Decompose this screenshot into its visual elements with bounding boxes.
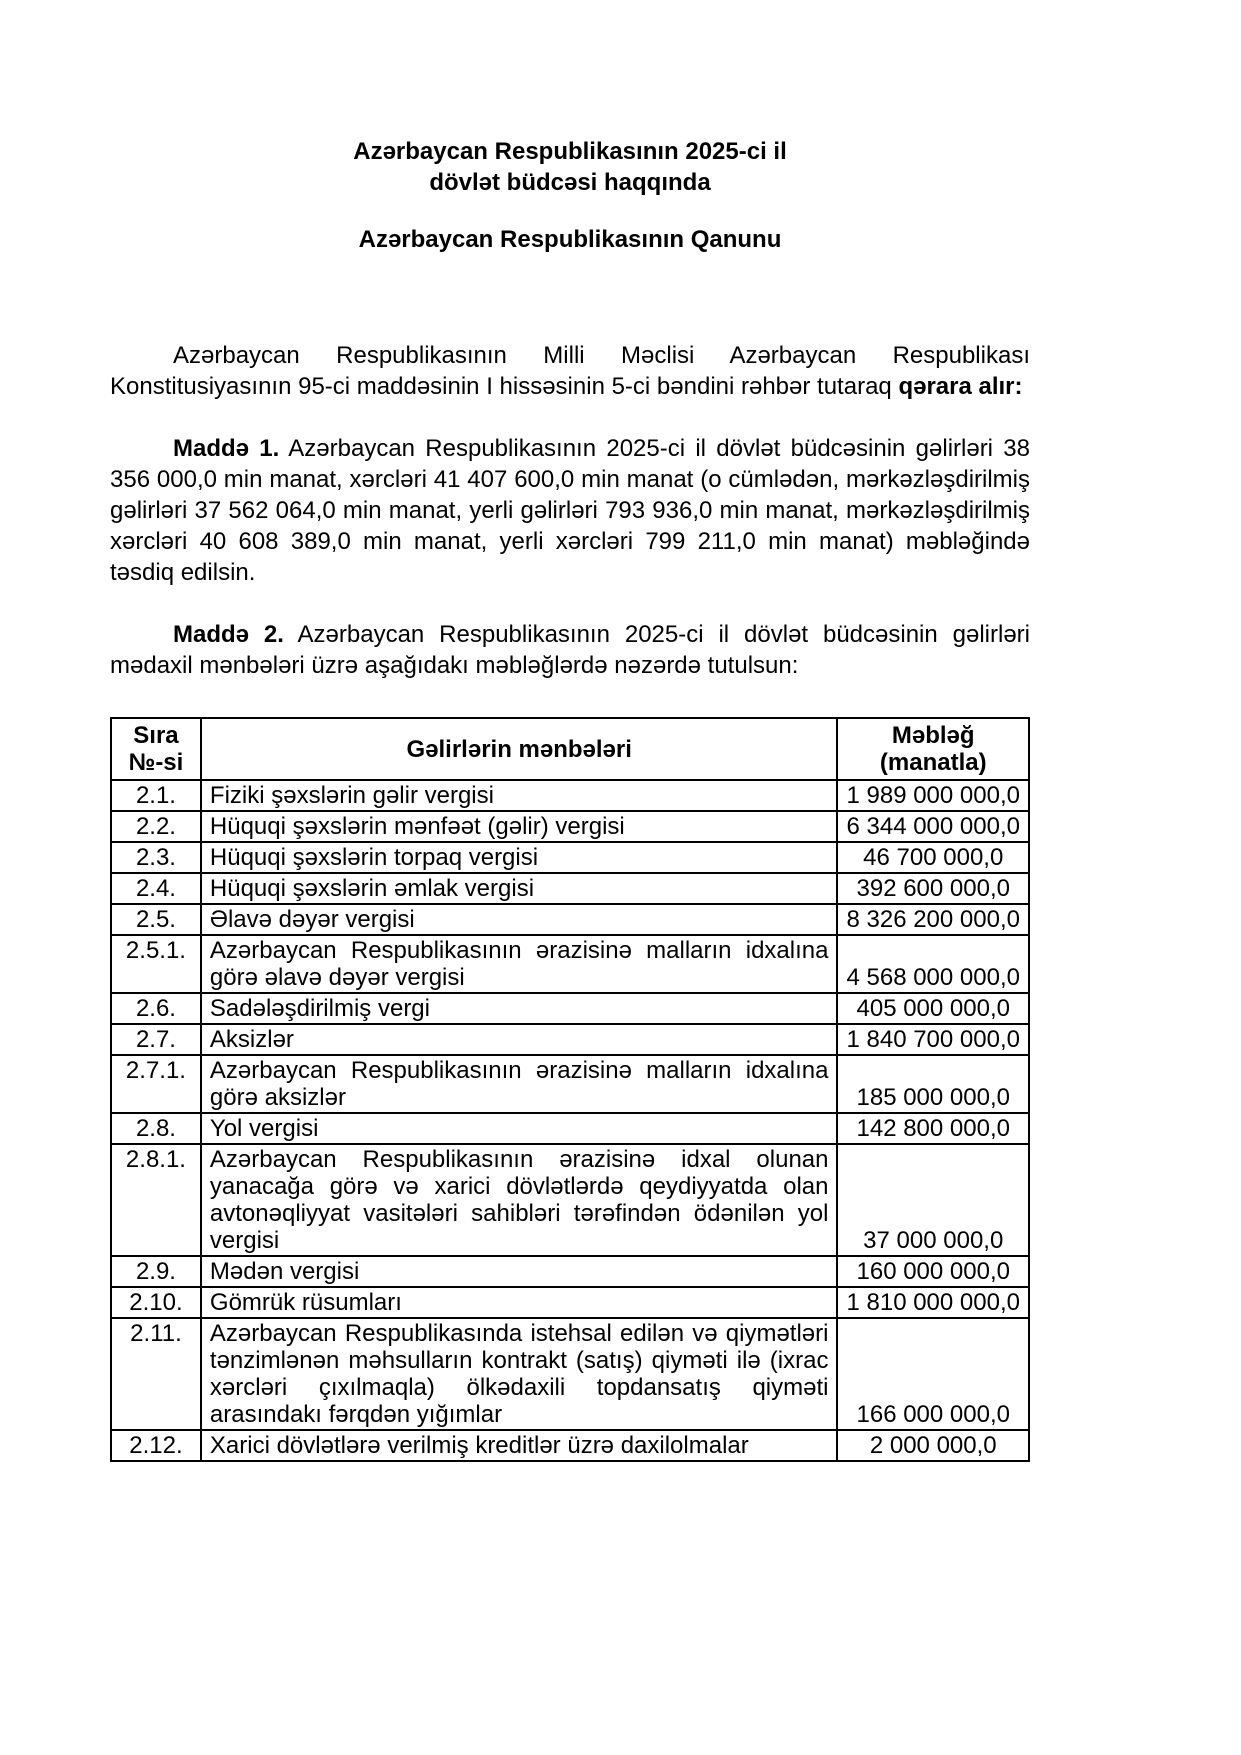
cell-source: Hüquqi şəxslərin mənfəət (gəlir) vergisi xyxy=(201,811,838,842)
table-row xyxy=(111,1024,1029,1055)
cell-no: 2.3. xyxy=(111,842,201,873)
cell-source: Fiziki şəxslərin gəlir vergisi xyxy=(201,780,838,811)
cell-amount: 2 000 000,0 xyxy=(837,1430,1029,1461)
header-no-line2: №-si xyxy=(128,749,184,776)
document-title xyxy=(110,136,1030,198)
header-cell-amount xyxy=(837,718,1029,780)
article-2-text: Azərbaycan Respublikasının 2025-ci il dövlət büdcəsinin gəlirləri mədaxil mənbələri üzrə aşağıdakı məbləğlərdə nəzərdə tutulsun: xyxy=(110,621,1030,679)
table-row xyxy=(111,1430,1029,1461)
cell-amount: 37 000 000,0 xyxy=(837,1144,1029,1256)
cell-amount: 6 344 000 000,0 xyxy=(837,811,1029,842)
header-amount-line2: (manatla) xyxy=(879,749,987,776)
cell-no: 2.4. xyxy=(111,873,201,904)
article-1-paragraph xyxy=(110,433,1030,588)
cell-source: Azərbaycan Respublikasının ərazisinə idxal olunan yanacağa görə və xarici dövlətlərdə qeydiyyatda olan avtonəqliyyat vasitələri sahibləri tərəfindən ödənilən yol vergisi xyxy=(201,1144,838,1256)
revenue-sources-table xyxy=(110,717,1030,1462)
cell-source: Sadələşdirilmiş vergi xyxy=(201,993,838,1024)
cell-amount: 142 800 000,0 xyxy=(837,1113,1029,1144)
cell-amount: 1 840 700 000,0 xyxy=(837,1024,1029,1055)
cell-source: Aksizlər xyxy=(201,1024,838,1055)
cell-amount: 8 326 200 000,0 xyxy=(837,904,1029,935)
cell-source: Xarici dövlətlərə verilmiş kreditlər üzrə daxilolmalar xyxy=(201,1430,838,1461)
document-title-line1: Azərbaycan Respublikasının 2025-ci il xyxy=(353,138,787,165)
table-row xyxy=(111,780,1029,811)
cell-amount: 405 000 000,0 xyxy=(837,993,1029,1024)
table-row xyxy=(111,1287,1029,1318)
header-cell-source: Gəlirlərin mənbələri xyxy=(201,718,838,780)
intro-paragraph xyxy=(110,340,1030,402)
cell-source: Hüquqi şəxslərin torpaq vergisi xyxy=(201,842,838,873)
article-1-label: Maddə 1. xyxy=(173,435,280,462)
intro-resolution-label: qərara alır: xyxy=(898,373,1023,400)
table-row xyxy=(111,1113,1029,1144)
cell-amount: 46 700 000,0 xyxy=(837,842,1029,873)
document-title-line2: dövlət büdcəsi haqqında xyxy=(429,169,711,196)
cell-source: Azərbaycan Respublikasının ərazisinə malların idxalına görə əlavə dəyər vergisi xyxy=(201,935,838,993)
cell-no: 2.6. xyxy=(111,993,201,1024)
cell-source: Mədən vergisi xyxy=(201,1256,838,1287)
cell-source: Gömrük rüsumları xyxy=(201,1287,838,1318)
cell-no: 2.10. xyxy=(111,1287,201,1318)
cell-no: 2.1. xyxy=(111,780,201,811)
cell-amount: 1 810 000 000,0 xyxy=(837,1287,1029,1318)
cell-no: 2.12. xyxy=(111,1430,201,1461)
cell-no: 2.5. xyxy=(111,904,201,935)
article-1-text: Azərbaycan Respublikasının 2025-ci il dövlət büdcəsinin gəlirləri 38 356 000,0 min manat, xərcləri 41 407 600,0 min manat (o cümlədən, mərkəzləşdirilmiş gəlirləri 37 562 064,0 min manat, yerli gəlirləri 793 936,0 min manat, mərkəzləşdirilmiş xərcləri 40 608 389,0 min manat, yerli xərcləri 799 211,0 min manat) məbləğində təsdiq edilsin. xyxy=(110,435,1030,586)
header-no-line1: Sıra xyxy=(133,722,179,749)
table-row xyxy=(111,935,1029,993)
law-title: Azərbaycan Respublikasının Qanunu xyxy=(358,226,782,253)
article-2-label: Maddə 2. xyxy=(173,621,284,648)
intro-text: Azərbaycan Respublikasının Milli Məclisi Azərbaycan Respublikası Konstitusiyasının 95-ci maddəsinin I hissəsinin 5-ci bəndini rəhbər tutaraq xyxy=(110,342,1030,400)
cell-source: Azərbaycan Respublikasının ərazisinə malların idxalına görə aksizlər xyxy=(201,1055,838,1113)
table-row xyxy=(111,1144,1029,1256)
cell-no: 2.7.1. xyxy=(111,1055,201,1113)
header-cell-no xyxy=(111,718,201,780)
cell-source: Əlavə dəyər vergisi xyxy=(201,904,838,935)
cell-no: 2.9. xyxy=(111,1256,201,1287)
table-row xyxy=(111,993,1029,1024)
cell-source: Hüquqi şəxslərin əmlak vergisi xyxy=(201,873,838,904)
cell-amount: 4 568 000 000,0 xyxy=(837,935,1029,993)
table-row xyxy=(111,1256,1029,1287)
table-header-row xyxy=(111,718,1029,780)
cell-no: 2.8.1. xyxy=(111,1144,201,1256)
table-row xyxy=(111,842,1029,873)
table-row xyxy=(111,873,1029,904)
cell-source: Yol vergisi xyxy=(201,1113,838,1144)
cell-amount: 166 000 000,0 xyxy=(837,1318,1029,1430)
cell-no: 2.2. xyxy=(111,811,201,842)
table-row xyxy=(111,1318,1029,1430)
cell-amount: 1 989 000 000,0 xyxy=(837,780,1029,811)
cell-amount: 392 600 000,0 xyxy=(837,873,1029,904)
cell-no: 2.8. xyxy=(111,1113,201,1144)
cell-no: 2.7. xyxy=(111,1024,201,1055)
cell-amount: 160 000 000,0 xyxy=(837,1256,1029,1287)
header-amount-line1: Məbləğ xyxy=(891,722,975,749)
article-2-paragraph xyxy=(110,619,1030,681)
cell-no: 2.5.1. xyxy=(111,935,201,993)
cell-source: Azərbaycan Respublikasında istehsal edilən və qiymətləri tənzimlənən məhsulların kontrakt (satış) qiyməti ilə (ixrac xərcləri çıxılmaqla) ölkədaxili topdansatış qiyməti arasındakı fərqdən yığımlar xyxy=(201,1318,838,1430)
cell-amount: 185 000 000,0 xyxy=(837,1055,1029,1113)
table-row xyxy=(111,811,1029,842)
table-row xyxy=(111,1055,1029,1113)
cell-no: 2.11. xyxy=(111,1318,201,1430)
table-row xyxy=(111,904,1029,935)
